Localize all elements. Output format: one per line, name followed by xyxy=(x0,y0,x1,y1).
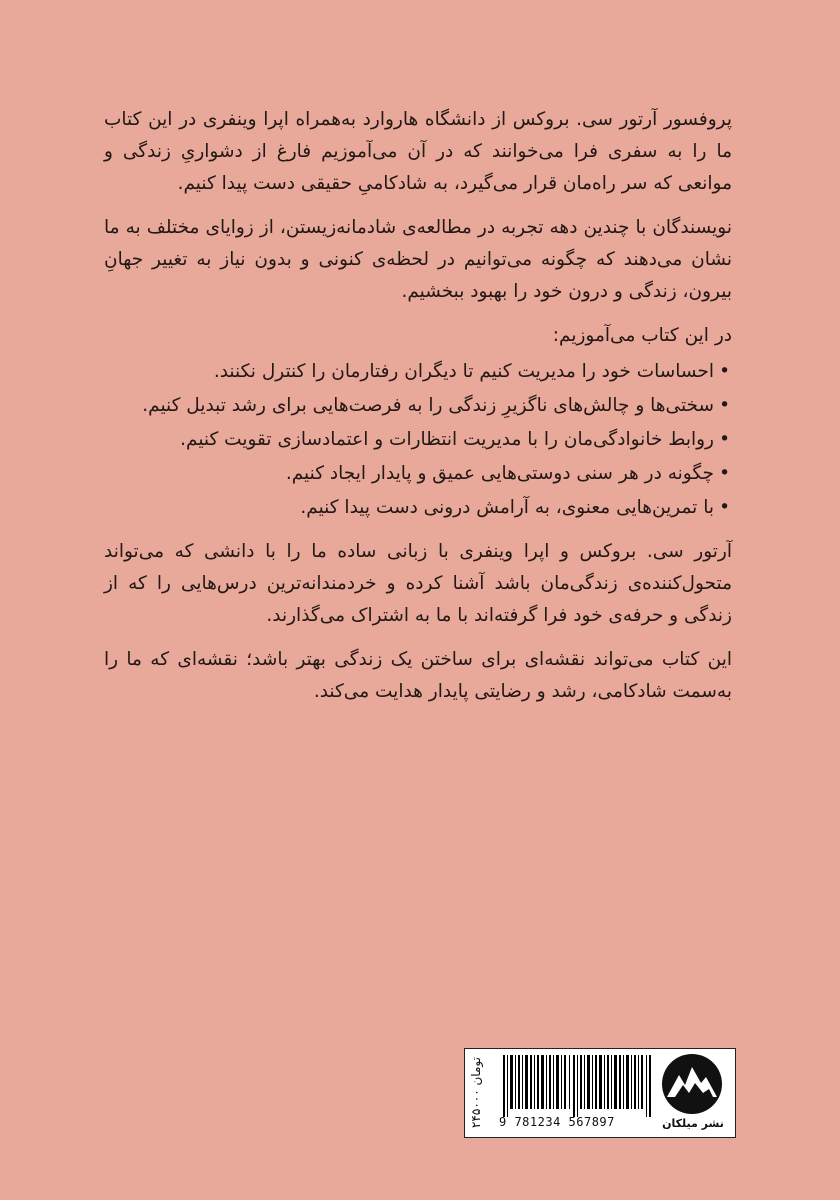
barcode-panel xyxy=(464,1048,736,1138)
paragraph-intro: پروفسور آرتور سی. بروکس از دانشگاه هاروارد به‌همراه اپرا وینفری در این کتاب ما را به سفری فرا می‌خوانند که در آن می‌آموزیم فارغ از دشواریِ زندگی و موانعی که سر راه‌مان قرار می‌گیرد، به شادکامیِ حقیقی دست پیدا کنیم. xyxy=(104,109,732,194)
publisher-name: نشر میلکان xyxy=(662,1117,724,1130)
publisher-logo xyxy=(655,1053,731,1133)
list-item: • چگونه در هر سنی دوستی‌هایی عمیق و پایدار ایجاد کنیم. xyxy=(104,458,714,490)
isbn-number: 9 781234 567897 xyxy=(499,1115,615,1129)
mountain-logo-icon xyxy=(661,1053,723,1115)
list-item: • با تمرین‌هایی معنوی، به آرامش درونی دست پیدا کنیم. xyxy=(104,492,714,524)
learning-list xyxy=(104,356,732,524)
paragraph-closing: این کتاب می‌تواند نقشه‌ای برای ساختن یک زندگی بهتر باشد؛ نقشه‌ای که ما را به‌سمت شادکامی، رشد و رضایتی پایدار هدایت می‌کند. xyxy=(104,649,732,702)
back-cover-text xyxy=(104,104,732,720)
list-item: • روابط خانوادگی‌مان را با مدیریت انتظارات و اعتمادسازی تقویت کنیم. xyxy=(104,424,714,456)
list-item: • احساسات خود را مدیریت کنیم تا دیگران رفتارمان را کنترل نکنند. xyxy=(104,356,714,388)
paragraph-authors: نویسندگان با چندین دهه تجربه در مطالعه‌ی شادمانه‌زیستن، از زوایای مختلف به ما نشان می‌دهند که چگونه می‌توانیم در لحظه‌ی کنونی و بدون نیاز به تغییر جهانِ بیرون، زندگی و درون خود را بهبود ببخشیم. xyxy=(104,217,732,302)
price-label: ۲۴۵۰۰۰ تومان xyxy=(469,1057,483,1129)
barcode-icon xyxy=(503,1055,651,1117)
list-item: • سختی‌ها و چالش‌های ناگزیرِ زندگی را به فرصت‌هایی برای رشد تبدیل کنیم. xyxy=(104,390,714,422)
paragraph-summary: آرتور سی. بروکس و اپرا وینفری با زبانی ساده ما را با دانشی که می‌تواند متحول‌کننده‌ی زندگی‌مان باشد آشنا کرده و خردمندانه‌ترین درس‌هایی را که از زندگی و حرفه‌ی خود فرا گرفته‌اند با ما به اشتراک می‌گذارند. xyxy=(104,541,732,626)
paragraph-learn-heading: در این کتاب می‌آموزیم: xyxy=(552,325,732,346)
